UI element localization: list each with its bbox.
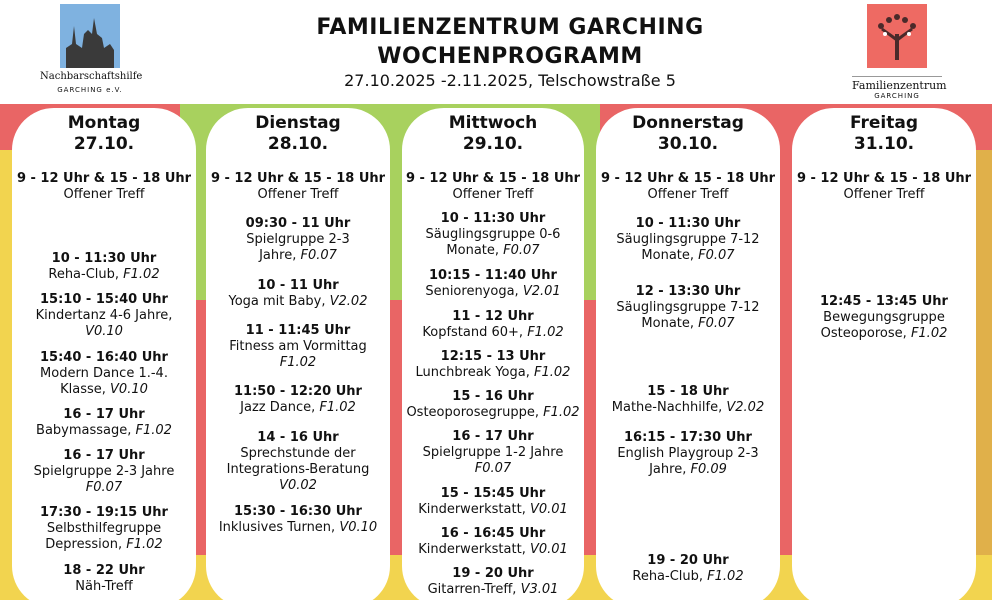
event-desc: Spielgruppe 1-2 Jahre: [422, 445, 564, 460]
event-room: F1.02: [543, 405, 580, 420]
event-room: V0.01: [529, 502, 568, 517]
event-desc: Osteoporosegruppe,: [406, 405, 539, 420]
event-room: F1.02: [123, 267, 160, 282]
event: [216, 430, 380, 494]
event-desc: Selbsthilfegruppe Depression,: [45, 521, 162, 552]
nachbarschaftshilfe-logo: [40, 4, 143, 96]
event-time: 15 - 16 Uhr: [452, 389, 534, 404]
event-room: V0.02: [279, 478, 317, 493]
event-time: 15 - 15:45 Uhr: [440, 486, 546, 501]
event-room: F1.02: [534, 365, 571, 380]
event-desc: Reha-Club,: [632, 569, 704, 584]
event-time: 10 - 11:30 Uhr: [635, 216, 741, 231]
event-time: 9 - 12 Uhr & 15 - 18 Uhr: [405, 171, 581, 186]
event-time: 16 - 17 Uhr: [63, 448, 145, 463]
event-desc: Offener Treff: [452, 187, 534, 202]
event-time: 19 - 20 Uhr: [647, 553, 729, 568]
event: [614, 216, 762, 264]
event-room: F1.02: [126, 537, 163, 552]
event-room: F0.07: [300, 248, 337, 263]
event-desc: Yoga mit Baby,: [228, 294, 326, 309]
event-desc: Babymassage,: [36, 423, 132, 438]
event-room: F1.02: [135, 423, 172, 438]
event-time: 11:50 - 12:20 Uhr: [234, 384, 362, 399]
day-name: Dienstag: [255, 113, 341, 133]
event-room: V0.10: [339, 520, 378, 535]
event-room: F1.02: [279, 355, 317, 370]
event-time: 16 - 17 Uhr: [452, 429, 534, 444]
event-time: 10 - 11:30 Uhr: [440, 211, 546, 226]
event-desc: Reha-Club,: [48, 267, 120, 282]
event-room: V2.02: [726, 400, 765, 415]
event: [12, 448, 196, 496]
day-column-friday: [792, 108, 976, 608]
event: [792, 171, 976, 203]
event: [226, 216, 370, 264]
event-room: V0.01: [529, 542, 568, 557]
day-column-tuesday: [206, 108, 390, 608]
event-time: 14 - 16 Uhr: [257, 430, 339, 445]
event-desc: Bewegungsgruppe Osteoporose,: [820, 310, 945, 341]
event-desc: Säuglingsgruppe 0-6 Monate,: [425, 227, 561, 258]
event-time: 19 - 20 Uhr: [452, 566, 534, 581]
event: [28, 350, 180, 398]
event: [402, 309, 584, 341]
event-desc: Gitarren-Treff,: [427, 582, 517, 597]
event-desc: Jazz Dance,: [240, 400, 316, 415]
event-desc: Offener Treff: [843, 187, 925, 202]
day-name: Montag: [67, 113, 141, 133]
event-desc: Lunchbreak Yoga,: [415, 365, 530, 380]
event-desc: Kindertanz 4-6 Jahre,: [35, 308, 173, 323]
event-desc: Näh-Treff: [75, 579, 133, 594]
event-time: 9 - 12 Uhr & 15 - 18 Uhr: [16, 171, 192, 186]
event-desc: Kinderwerkstatt,: [418, 542, 526, 557]
event: [20, 292, 188, 340]
event: [614, 430, 762, 478]
event: [402, 486, 584, 518]
event-room: V3.01: [520, 582, 559, 597]
event-desc: Säuglingsgruppe 7-12 Monate,: [616, 232, 760, 263]
event-time: 12:45 - 13:45 Uhr: [820, 294, 948, 309]
event: [614, 284, 762, 332]
event-desc: Sprechstunde der Integrations-Beratung: [226, 446, 370, 477]
event: [206, 171, 390, 203]
day-date: 27.10.: [73, 134, 135, 154]
event: [402, 526, 584, 558]
event: [402, 566, 584, 598]
event-desc: Säuglingsgruppe 7-12 Monate,: [616, 300, 760, 331]
day-name: Freitag: [849, 113, 919, 133]
day-column-wednesday: [402, 108, 584, 608]
event-time: 11 - 11:45 Uhr: [245, 323, 351, 338]
event: [12, 251, 196, 283]
event-room: F0.09: [690, 462, 727, 477]
day-column-thursday: [596, 108, 780, 608]
event-room: V2.01: [522, 284, 561, 299]
event: [12, 407, 196, 439]
event-room: V2.02: [329, 294, 368, 309]
event: [596, 384, 780, 416]
event-time: 9 - 12 Uhr & 15 - 18 Uhr: [796, 171, 972, 186]
event: [402, 389, 584, 421]
day-name: Mittwoch: [448, 113, 538, 133]
event: [12, 171, 196, 203]
day-date: 30.10.: [657, 134, 719, 154]
event: [22, 505, 186, 553]
left-logo-name: Nachbarschaftshilfe: [40, 71, 143, 82]
event-time: 16 - 16:45 Uhr: [440, 526, 546, 541]
event: [206, 278, 390, 310]
familienzentrum-logo: [852, 4, 947, 100]
event-desc: Spielgruppe 2-3 Jahre,: [246, 232, 350, 263]
event-time: 17:30 - 19:15 Uhr: [40, 505, 168, 520]
event-room: F1.02: [707, 569, 744, 584]
event-room: V0.10: [85, 324, 123, 339]
event: [402, 171, 584, 203]
event-time: 9 - 12 Uhr & 15 - 18 Uhr: [600, 171, 776, 186]
event-time: 15 - 18 Uhr: [647, 384, 729, 399]
day-date: 29.10.: [462, 134, 524, 154]
event-desc: Seniorenyoga,: [425, 284, 519, 299]
event-time: 9 - 12 Uhr & 15 - 18 Uhr: [210, 171, 386, 186]
event-desc: Kopfstand 60+,: [422, 325, 524, 340]
event: [402, 349, 584, 381]
right-logo-sub: GARCHING: [874, 92, 920, 100]
event-desc: Spielgruppe 2-3 Jahre: [33, 464, 175, 479]
event-room: F1.02: [910, 326, 948, 341]
event-desc: Fitness am Vormittag: [229, 339, 367, 354]
event-time: 09:30 - 11 Uhr: [245, 216, 351, 231]
event-time: 10:15 - 11:40 Uhr: [429, 268, 557, 283]
event-time: 10 - 11:30 Uhr: [51, 251, 157, 266]
left-logo-sub: GARCHING e.V.: [57, 86, 123, 94]
event: [596, 171, 780, 203]
event-time: 12:15 - 13 Uhr: [440, 349, 546, 364]
event-room: F1.02: [527, 325, 564, 340]
event: [206, 504, 390, 536]
event-room: F1.02: [319, 400, 356, 415]
event-room: V0.10: [110, 382, 148, 397]
event-time: 16:15 - 17:30 Uhr: [624, 430, 752, 445]
event: [402, 268, 584, 300]
event-desc: English Playgroup 2-3 Jahre,: [617, 446, 759, 477]
event-time: 15:10 - 15:40 Uhr: [40, 292, 168, 307]
event-desc: Offener Treff: [647, 187, 729, 202]
event-room: F0.07: [698, 316, 735, 331]
event: [206, 323, 390, 371]
event-time: 16 - 17 Uhr: [63, 407, 145, 422]
right-logo-name: Familienzentrum: [852, 76, 942, 92]
event: [810, 294, 958, 342]
event: [12, 563, 196, 595]
page-subtitle-program: WOCHENPROGRAMM: [377, 44, 643, 69]
page-title: FAMILIENZENTRUM GARCHING: [316, 15, 704, 40]
event-time: 11 - 12 Uhr: [452, 309, 534, 324]
event: [402, 429, 584, 477]
event-room: F0.07: [698, 248, 735, 263]
event: [416, 211, 570, 259]
day-date: 31.10.: [853, 134, 915, 154]
day-name: Donnerstag: [632, 113, 744, 133]
event: [206, 384, 390, 416]
church-skyline-icon: [60, 4, 120, 68]
event-time: 12 - 13:30 Uhr: [635, 284, 741, 299]
event-time: 10 - 11 Uhr: [257, 278, 339, 293]
event-desc: Kinderwerkstatt,: [418, 502, 526, 517]
day-column-monday: [12, 108, 196, 608]
event-room: F0.07: [85, 480, 123, 495]
event-room: F0.07: [503, 243, 540, 258]
event-desc: Mathe-Nachhilfe,: [611, 400, 723, 415]
event-time: 15:40 - 16:40 Uhr: [40, 350, 168, 365]
event-room: F0.07: [474, 461, 512, 476]
date-location: 27.10.2025 -2.11.2025, Telschowstraße 5: [344, 71, 676, 90]
event: [596, 553, 780, 585]
event-desc: Offener Treff: [257, 187, 339, 202]
event-time: 18 - 22 Uhr: [63, 563, 145, 578]
family-tree-icon: [867, 4, 927, 68]
event-desc: Offener Treff: [63, 187, 145, 202]
event-desc: Modern Dance 1.-4. Klasse,: [40, 366, 168, 397]
event-time: 15:30 - 16:30 Uhr: [234, 504, 362, 519]
event-desc: Inklusives Turnen,: [218, 520, 336, 535]
day-date: 28.10.: [267, 134, 329, 154]
